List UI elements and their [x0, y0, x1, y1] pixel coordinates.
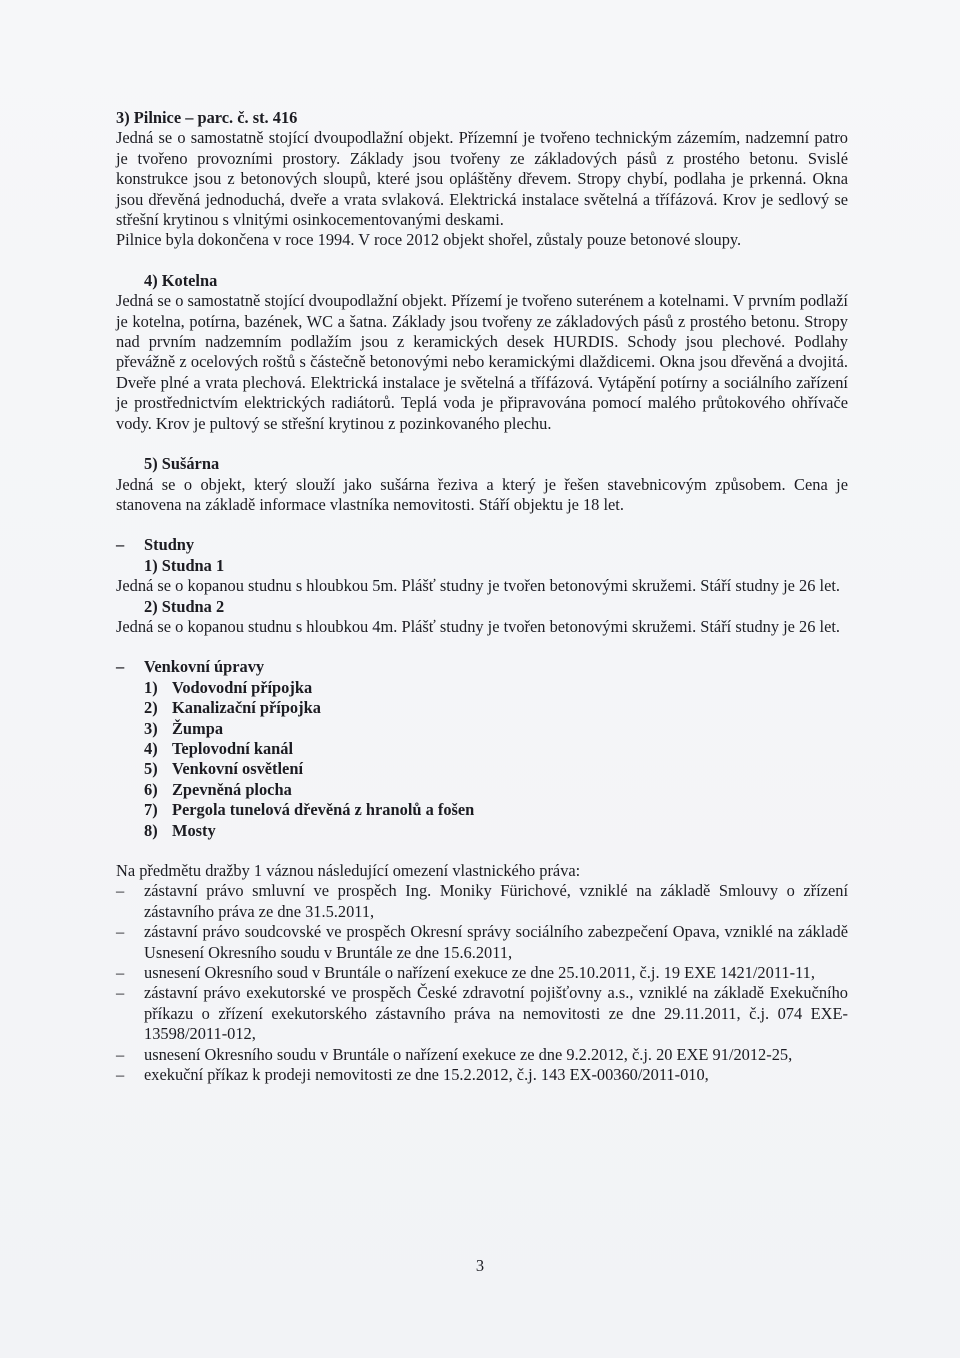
paragraph-kotelna: Jedná se o samostatně stojící dvoupodlažní objekt. Přízemí je tvořeno suterénem a kotelnami. V prvním podlaží je kotelna, potírna, bazének, WC a šatna. Základy jsou tvořeny ze základových pásů z prostého betonu. Stropy nad prvním nadzemním podlažím jsou z keramických desek HURDIS. Schody jsou plechové. Podlahy převážně z ocelových roštů s částečně betonovými nebo keramickými dlaždicemi. Okna jsou dřevěná a dvojitá. Dveře plné a vrata plechová. Elektrická instalace je světelná a třífázová. Vytápění potírny a sociálního zařízení je prostřednictvím elektrických radiátorů. Teplá voda je připravována pomocí malého průtokového ohřívače vody. Krov je pultový se střešní krytinou z pozinkovaného plechu. [116, 291, 848, 433]
paragraph-susarna: Jedná se o objekt, který slouží jako sušárna řeziva a který je řešen stavebnicovým způsobem. Cena je stanovena na základě informace vlastníka nemovitosti. Stáří objektu je 18 let. [116, 474, 848, 514]
list-item: 8) Mosty [144, 820, 216, 840]
paragraph-pilnice-note: Pilnice byla dokončena v roce 1994. V roce 2012 objekt shořel, zůstaly pouze betonové sloupy. [116, 230, 742, 250]
list-item: – zástavní právo exekutorské ve prospěch České zdravotní pojišťovny a.s., vzniklé na základě Exekučního příkazu o zřízení exekutorského zástavního práva na nemovitosti ze dne 29.11.2011, č.j. 074 EXE-13598/2011-012, [116, 983, 848, 1044]
section-heading-pilnice: 3) Pilnice – parc. č. st. 416 [116, 108, 298, 127]
list-item: – exekuční příkaz k prodeji nemovitosti ze dne 15.2.2012, č.j. 143 EX-00360/2011-010, [116, 1065, 848, 1085]
document-body [116, 108, 848, 1085]
list-item: 1) Vodovodní přípojka [144, 677, 313, 697]
paragraph-pilnice: Jedná se o samostatně stojící dvoupodlažní objekt. Přízemní je tvořeno technickým zázemím, nadzemní patro je tvořeno provozními prostory. Základy jsou tvořeny ze základových pásů z prostého betonu. Svislé konstrukce jsou z betonových sloupů, které jsou opláštěny dřevem. Stropy chybí, podlaha je prkenná. Okna jsou dřevěná jednoduchá, dveře a vrata svlaková. Elektrická instalace světelná a třífázová. Krov je sedlový se střešní krytinou s vlnitými osinkocementovanými deskami. [116, 128, 848, 230]
list-item: – zástavní právo soudcovské ve prospěch Okresní správy sociálního zabezpečení Opava, vzniklé na základě Usnesení Okresního soudu v Bruntále ze dne 15.6.2011, [116, 922, 848, 963]
section-heading-studny: – Studny [116, 535, 848, 555]
page-number: 3 [475, 1256, 485, 1275]
list-item: 5) Venkovní osvětlení [144, 759, 303, 779]
section-heading-susarna: 5) Sušárna [144, 454, 220, 474]
subsection-heading-studna-1: 1) Studna 1 [144, 555, 225, 575]
list-item: 6) Zpevněná plocha [144, 779, 292, 799]
list-item: 3) Žumpa [144, 718, 224, 738]
list-item: 2) Kanalizační přípojka [144, 698, 321, 718]
section-heading-kotelna: 4) Kotelna [144, 270, 218, 290]
venkovni-upravy-list [116, 678, 848, 841]
subsection-heading-studna-2: 2) Studna 2 [144, 596, 225, 616]
list-item: – zástavní právo smluvní ve prospěch Ing. Moniky Fürichové, vzniklé na základě Smlouvy o zřízení zástavního práva ze dne 31.5.2011, [116, 881, 848, 922]
section-heading-venkovni-upravy: – Venkovní úpravy [116, 657, 848, 677]
list-item: 7) Pergola tunelová dřevěná z hranolů a fošen [144, 800, 475, 820]
paragraph-studna-1: Jedná se o kopanou studnu s hloubkou 5m. Plášť studny je tvořen betonovými skružemi. Stáří studny je 26 let. [116, 576, 841, 596]
paragraph-studna-2: Jedná se o kopanou studnu s hloubkou 4m. Plášť studny je tvořen betonovými skružemi. Stáří studny je 26 let. [116, 616, 841, 636]
paragraph-omezeni-intro: Na předmětu dražby 1 váznou následující omezení vlastnického práva: [116, 861, 581, 880]
list-item: – usnesení Okresního soudu v Bruntále o nařízení exekuce ze dne 9.2.2012, č.j. 20 EXE 91/2012-25, [116, 1045, 848, 1065]
list-item: 4) Teplovodní kanál [144, 738, 294, 758]
list-item: – usnesení Okresního soud v Bruntále o nařízení exekuce ze dne 25.10.2011, č.j. 19 EXE 1421/2011-11, [116, 963, 848, 983]
